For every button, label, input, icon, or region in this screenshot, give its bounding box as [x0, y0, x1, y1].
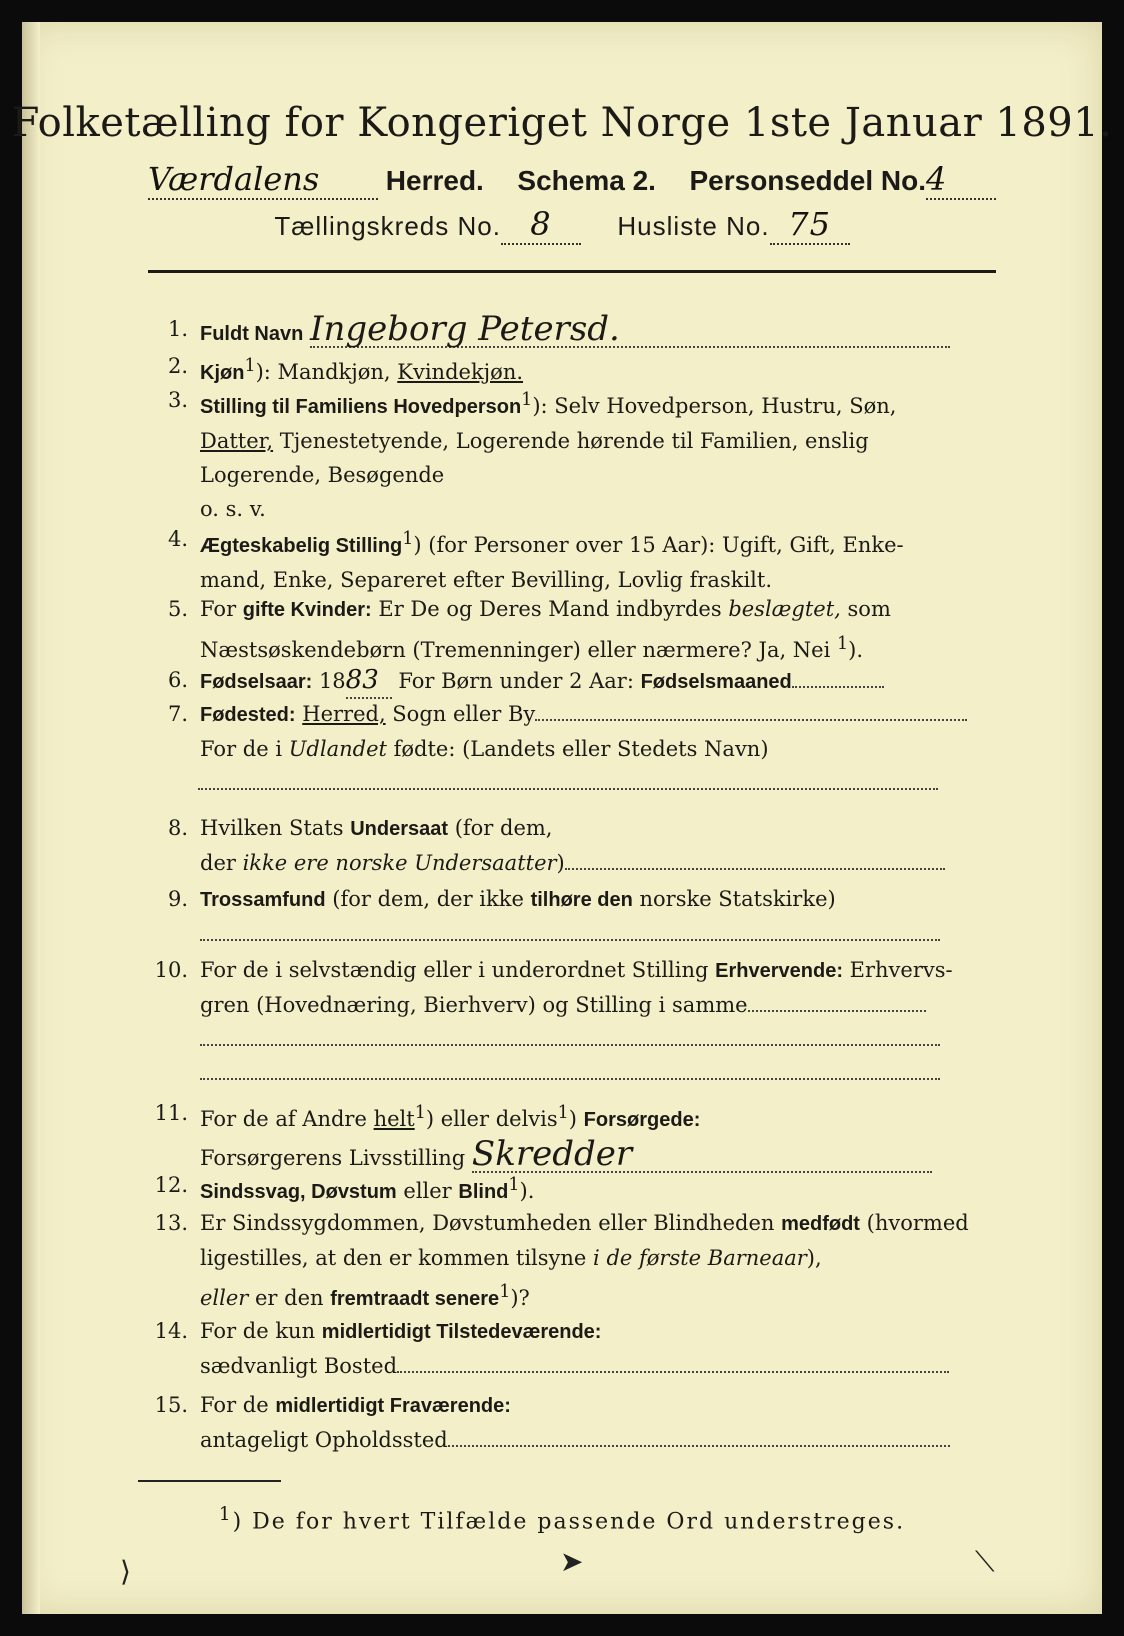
kreds-label: Tællingskreds No. — [274, 211, 501, 241]
sex-selected: Kvindekjøn. — [397, 360, 524, 384]
name-value: Ingeborg Petersd. — [310, 312, 950, 348]
footnote-divider — [138, 1480, 281, 1482]
personseddel-value: 4 — [926, 160, 996, 200]
herred-schema-row — [148, 160, 998, 200]
stray-mark-right: ⟍ — [975, 1545, 995, 1578]
provider-occupation-value: Skredder — [472, 1137, 932, 1173]
form-title: Folketælling for Kongeriget Norge 1ste Januar 1891. — [11, 100, 1113, 146]
paper-edge — [22, 22, 40, 1614]
stray-mark-left: ⟩ — [120, 1555, 131, 1588]
stray-mark-center: ➤ — [560, 1545, 584, 1578]
herred-label: Herred. — [385, 165, 484, 196]
husliste-value: 75 — [770, 205, 850, 245]
name-label: Fuldt Navn — [200, 323, 304, 345]
header-divider — [148, 270, 996, 273]
position-selected: Datter, — [200, 429, 274, 453]
birth-year-value: 83 — [346, 663, 392, 699]
schema-label: Schema 2. — [517, 165, 656, 196]
footnote: $^1$) De for hvert Tilfælde passende Ord understreges. — [218, 1504, 906, 1535]
personseddel-label: Personseddel No. — [689, 165, 926, 196]
herred-value: Værdalens — [148, 160, 378, 200]
kreds-husliste-row — [0, 205, 1124, 245]
birthplace-selected: Herred, — [302, 702, 386, 726]
husliste-label: Husliste No. — [617, 211, 770, 241]
kreds-value: 8 — [501, 205, 581, 245]
